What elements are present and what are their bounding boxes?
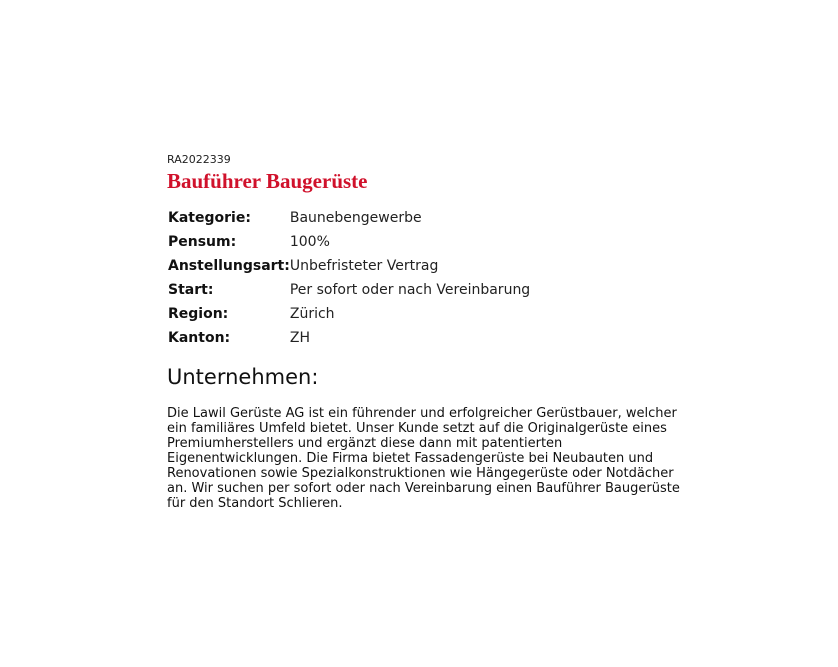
company-heading: Unternehmen: [167,365,319,389]
job-reference-number: RA2022339 [167,153,231,166]
job-title: Bauführer Baugerüste [167,169,368,193]
detail-row-anstellungsart [168,254,530,278]
detail-label: Kanton: [168,330,231,346]
detail-value: ZH [289,330,310,346]
detail-value: 100% [289,234,330,250]
job-posting [167,153,687,511]
detail-row-pensum [168,230,530,254]
detail-label: Region: [168,306,229,322]
job-details-table [168,206,530,350]
detail-value: Zürich [289,306,335,322]
company-description: Die Lawil Gerüste AG ist ein führender und erfolgreicher Gerüstbauer, welcher ein familiäres Umfeld bietet. Unser Kunde setzt auf die Originalgerüste eines Premiumherstellers und ergänzt diese dann mit patentierten Eigenentwicklungen. Die Firma bietet Fassadengerüste bei Neubauten und Renovationen sowie Spezialkonstruktionen wie Hängegerüste oder Notdächer an. Wir suchen per sofort oder nach Vereinbarung einen Bauführer Baugerüste für den Standort Schlieren. [167,406,680,511]
detail-row-region [168,302,530,326]
detail-label: Start: [168,282,214,298]
detail-value: Baunebengewerbe [289,210,422,226]
detail-row-kategorie [168,206,530,230]
detail-row-start [168,278,530,302]
detail-value: Per sofort oder nach Vereinbarung [289,282,531,298]
detail-label: Anstellungsart: [168,258,290,274]
detail-label: Pensum: [168,234,237,250]
detail-value: Unbefristeter Vertrag [289,258,439,274]
detail-row-kanton [168,326,530,350]
detail-label: Kategorie: [168,210,251,226]
